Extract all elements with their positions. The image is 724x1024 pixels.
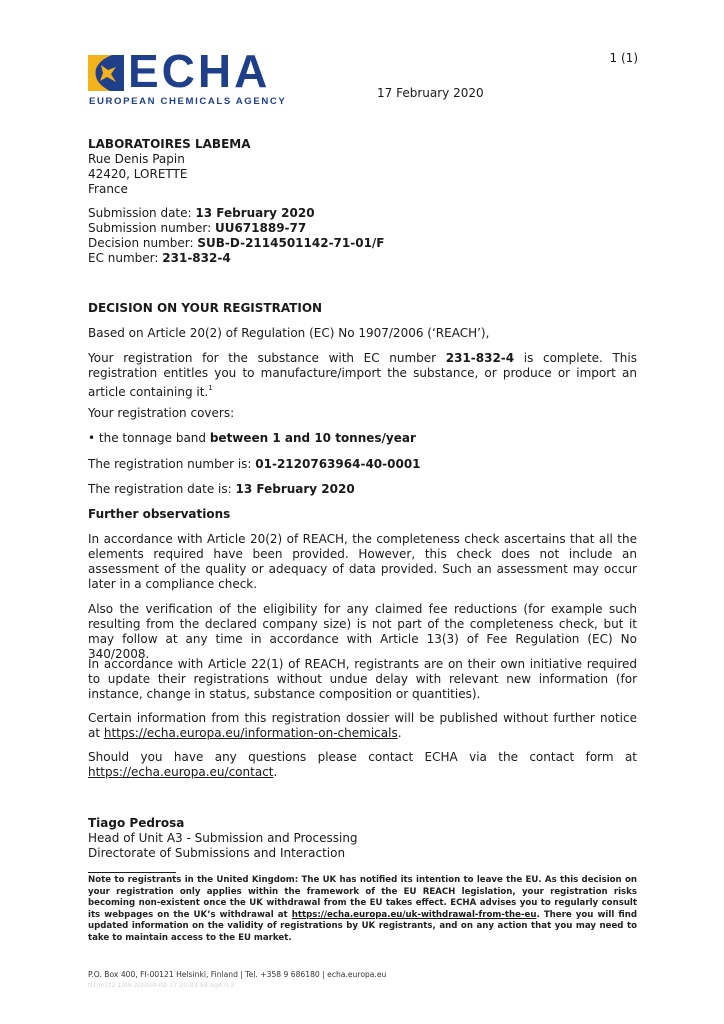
- echa-logo: [88, 45, 288, 112]
- signatory-role: Head of Unit A3 - Submission and Processing: [88, 831, 358, 845]
- footer-doc-reference: tl1/m1t2.1/09.2/2020-02-17 20:03:58 dg4.0.2: [88, 981, 235, 989]
- footer-address: P.O. Box 400, FI-00121 Helsinki, Finland | Tel. +358 9 686180 | echa.europa.eu: [88, 970, 387, 979]
- ref-decision-number: Decision number: SUB-D-2114501142-71-01/F: [88, 236, 385, 250]
- para-fee: Also the verification of the eligibility for any claimed fee reductions (for example such resulting from the declared company size) is not part of the completeness check, but it may follow at any time in accordance with Article 13(3) of Fee Regulation (EC) No 340/2008.: [88, 602, 637, 661]
- page-number: 1 (1): [609, 51, 638, 65]
- letter-date: 17 February 2020: [377, 86, 484, 100]
- legal-basis: Based on Article 20(2) of Regulation (EC) No 1907/2006 (‘REACH’),: [88, 326, 490, 340]
- signatory-directorate: Directorate of Submissions and Interaction: [88, 846, 346, 860]
- footnote-divider: [88, 872, 176, 873]
- recipient-address: [88, 137, 637, 197]
- recipient-street: Rue Denis Papin: [88, 152, 185, 166]
- registration-number: The registration number is: 01-2120763964-40-0001: [88, 457, 421, 471]
- recipient-name: LABORATOIRES LABEMA: [88, 137, 251, 151]
- ref-submission-date: Submission date: 13 February 2020: [88, 206, 315, 220]
- reference-block: [88, 206, 637, 266]
- para-publish: Certain information from this registration dossier will be published without further notice at https://echa.europa.eu/information-on-chemicals.: [88, 711, 637, 740]
- footnote-uk: Note to registrants in the United Kingdom: The UK has notified its intention to leave the EU. As this decision on your registration only applies within the framework of the EU REACH legislation, your registration risks becoming non-existent once the UK withdrawal from the EU takes effect. ECHA advises you to regularly consult its webpages on the UK’s withdrawal at https://echa.europa.eu/uk-withdrawal-from-the-eu. There you will find updated information on the validity of registrations by UK registrants, and on any action that you may need to take to maintain access to the EU market.: [88, 875, 637, 943]
- uk-withdrawal-link[interactable]: https://echa.europa.eu/uk-withdrawal-from-the-eu: [291, 909, 537, 920]
- ref-ec-number: EC number: 231-832-4: [88, 251, 231, 265]
- ref-submission-number: Submission number: UU671889-77: [88, 221, 307, 235]
- signature-block: [88, 816, 637, 861]
- logo-subtitle: EUROPEAN CHEMICALS AGENCY: [89, 96, 287, 107]
- further-observations-heading: Further observations: [88, 507, 231, 521]
- recipient-country: France: [88, 182, 128, 196]
- information-on-chemicals-link[interactable]: https://echa.europa.eu/information-on-chemicals: [103, 726, 398, 740]
- para-completeness: In accordance with Article 20(2) of REACH, the completeness check ascertains that all the elements required have been provided. However, this check does not include an assessment of the quality or adequacy of data provided. Such an assessment may occur later in a compliance check.: [88, 532, 637, 591]
- footnote-marker: 1: [208, 384, 213, 392]
- completeness-statement: Your registration for the substance with EC number 231-832-4 is complete. This registration entitles you to manufacture/import the substance, or produce or import an article containing it.$^1$: [88, 351, 638, 399]
- para-contact: Should you have any questions please contact ECHA via the contact form at https://echa.europa.eu/contact.: [88, 750, 637, 779]
- contact-link[interactable]: https://echa.europa.eu/contact: [88, 765, 274, 779]
- logo-wordmark: ECHA: [128, 45, 271, 97]
- echa-star-icon: [88, 55, 124, 91]
- recipient-city: 42420, LORETTE: [88, 167, 188, 181]
- tonnage-band: • the tonnage band between 1 and 10 tonnes/year: [88, 431, 416, 445]
- signatory-name: Tiago Pedrosa: [88, 816, 185, 830]
- para-update: In accordance with Article 22(1) of REACH, registrants are on their own initiative required to update their registrations without undue delay with relevant new information (for instance, change in status, substance composition or quantities).: [88, 657, 637, 701]
- covers-label: Your registration covers:: [88, 406, 235, 420]
- registration-date: The registration date is: 13 February 2020: [88, 482, 355, 496]
- decision-title: DECISION ON YOUR REGISTRATION: [88, 301, 323, 315]
